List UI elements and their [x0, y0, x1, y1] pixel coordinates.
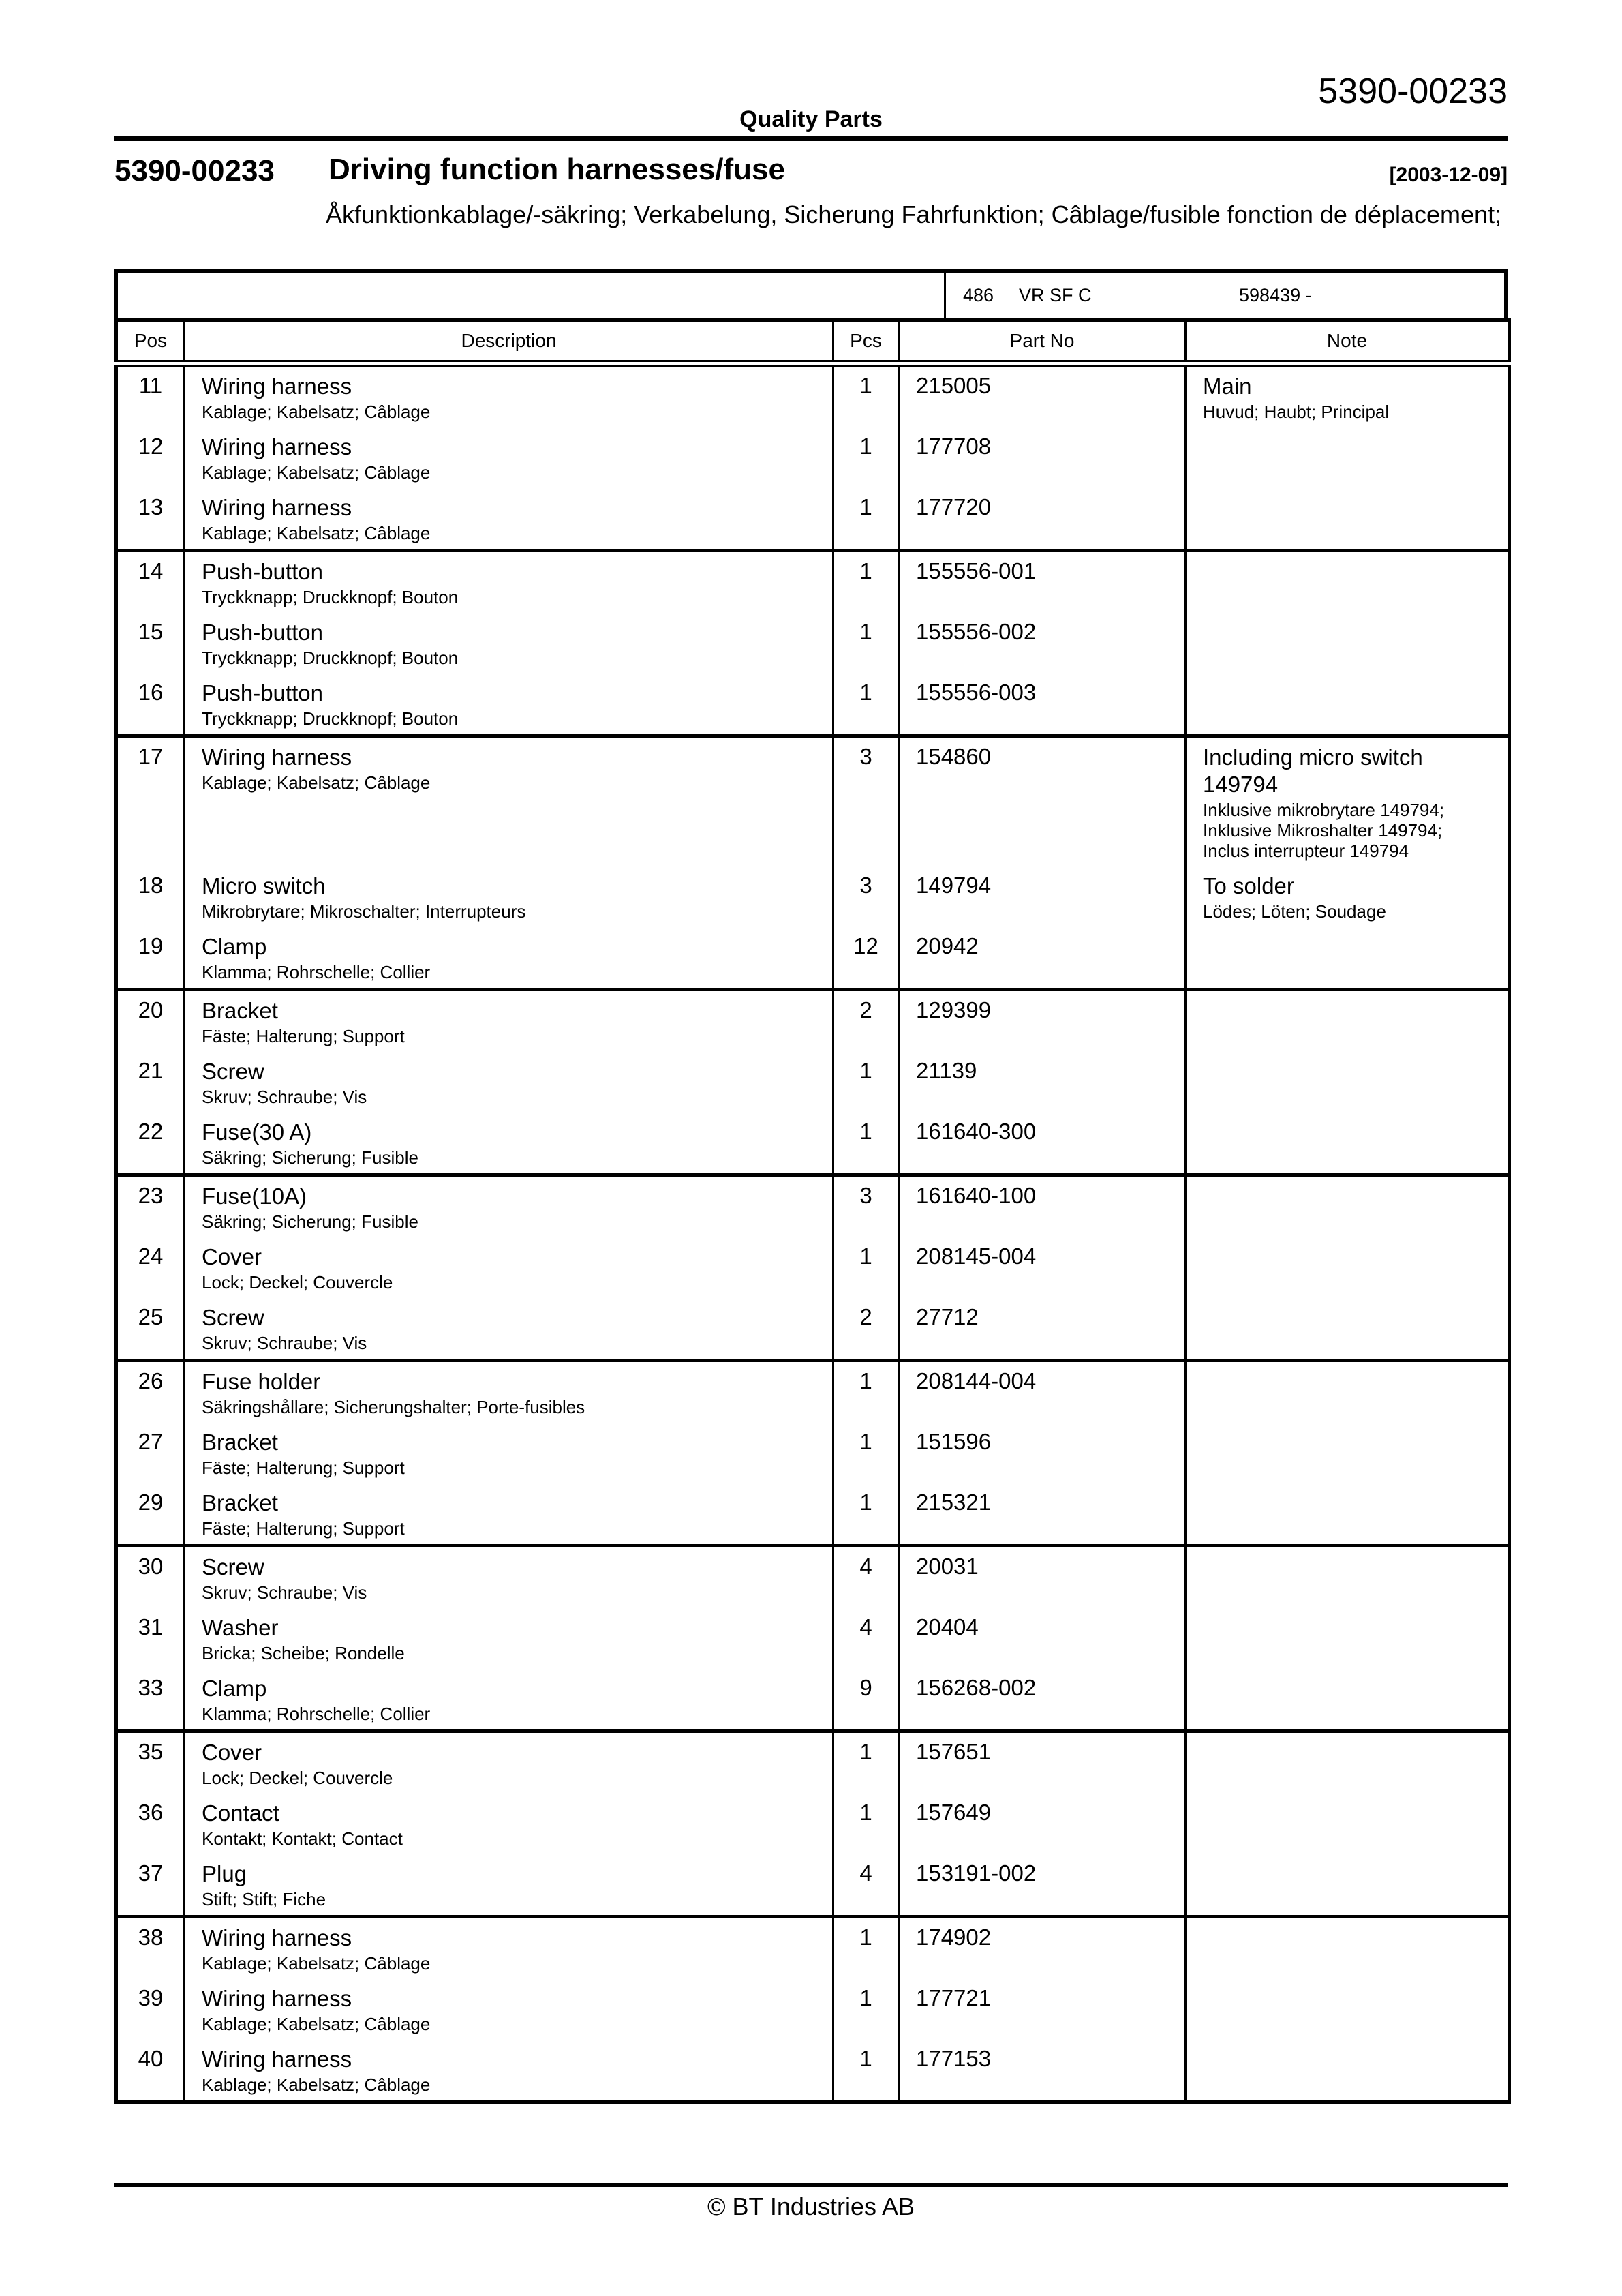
- pos-cell: 11: [117, 363, 185, 427]
- pos-cell: 37: [117, 1854, 185, 1917]
- part-no-cell: 157649: [899, 1794, 1186, 1854]
- note-cell: [1186, 1608, 1510, 1669]
- info-box: [114, 269, 1508, 318]
- pos-cell: 36: [117, 1794, 185, 1854]
- note-sub: [1203, 402, 1497, 422]
- pcs-cell: 1: [833, 427, 899, 488]
- part-no-cell: 156268-002: [899, 1669, 1186, 1732]
- description-sub: Säkringshållare; Sicherungshalter; Porte-fusibles: [202, 1397, 585, 1417]
- part-no-cell: 161640-100: [899, 1175, 1186, 1238]
- pcs-cell: 1: [833, 1483, 899, 1546]
- part-no-cell: 20404: [899, 1608, 1186, 1669]
- pos-cell: 12: [117, 427, 185, 488]
- description-cell: [185, 1113, 833, 1175]
- part-no-cell: 161640-300: [899, 1113, 1186, 1175]
- note-cell: [1186, 927, 1510, 990]
- description-main: Bracket: [202, 1430, 278, 1455]
- description-main: Contact: [202, 1800, 279, 1826]
- description-sub: Bricka; Scheibe; Rondelle: [202, 1643, 405, 1663]
- note-sub-line: Huvud; Haubt; Principal: [1203, 402, 1390, 422]
- pcs-cell: 1: [833, 551, 899, 614]
- pcs-cell: 1: [833, 1237, 899, 1298]
- pcs-cell: 1: [833, 363, 899, 427]
- description-cell: [185, 1546, 833, 1609]
- table-row: [117, 1483, 1510, 1546]
- pcs-cell: 1: [833, 674, 899, 736]
- note-cell: [1186, 1113, 1510, 1175]
- note-sub-line: Inklusive mikrobrytare 149794;: [1203, 800, 1445, 820]
- table-row: [117, 1732, 1510, 1794]
- note-sub-line: Lödes; Löten; Soudage: [1203, 901, 1386, 922]
- pos-cell: 13: [117, 488, 185, 551]
- part-no-cell: 177708: [899, 427, 1186, 488]
- table-row: [117, 674, 1510, 736]
- pos-cell: 27: [117, 1423, 185, 1483]
- note-cell: [1186, 1483, 1510, 1546]
- table-row: [117, 1113, 1510, 1175]
- description-cell: [185, 1794, 833, 1854]
- part-no-cell: 215321: [899, 1483, 1186, 1546]
- col-header-pcs: Pcs: [833, 320, 899, 364]
- description-main: Washer: [202, 1615, 279, 1640]
- description-sub: Tryckknapp; Druckknopf; Bouton: [202, 708, 459, 729]
- description-main: Plug: [202, 1861, 247, 1886]
- pcs-cell: 1: [833, 1794, 899, 1854]
- description-main: Bracket: [202, 1490, 278, 1515]
- part-no-cell: 177720: [899, 488, 1186, 551]
- pcs-cell: 3: [833, 736, 899, 867]
- pos-cell: 25: [117, 1298, 185, 1361]
- description-cell: [185, 866, 833, 927]
- table-row: [117, 427, 1510, 488]
- part-no-cell: 27712: [899, 1298, 1186, 1361]
- table-row: [117, 1361, 1510, 1423]
- description-main: Bracket: [202, 998, 278, 1023]
- header-row: [117, 320, 1510, 364]
- table-row: [117, 1979, 1510, 2040]
- pos-cell: 20: [117, 990, 185, 1053]
- table-row: [117, 1298, 1510, 1361]
- description-main: Micro switch: [202, 873, 326, 898]
- part-no-cell: 151596: [899, 1423, 1186, 1483]
- description-sub: Skruv; Schraube; Vis: [202, 1333, 367, 1353]
- note-cell: [1186, 990, 1510, 1053]
- note-cell: [1186, 1361, 1510, 1423]
- description-sub: Klamma; Rohrschelle; Collier: [202, 962, 431, 982]
- description-cell: [185, 488, 833, 551]
- note-cell: [1186, 1917, 1510, 1980]
- description-sub: Säkring; Sicherung; Fusible: [202, 1147, 418, 1168]
- pcs-cell: 9: [833, 1669, 899, 1732]
- table-row: [117, 1854, 1510, 1917]
- description-main: Push-button: [202, 620, 323, 645]
- pos-cell: 19: [117, 927, 185, 990]
- part-no-cell: 20031: [899, 1546, 1186, 1609]
- description-cell: [185, 551, 833, 614]
- pos-cell: 16: [117, 674, 185, 736]
- title-subtitle: Åkfunktionkablage/-säkring; Verkabelung, Sicherung Fahrfunktion; Câblage/fusible fonction de déplacement;: [326, 200, 1502, 228]
- pcs-cell: 3: [833, 866, 899, 927]
- part-no-cell: 208145-004: [899, 1237, 1186, 1298]
- parts-table-header: [117, 320, 1510, 364]
- description-sub: Fäste; Halterung; Support: [202, 1457, 405, 1478]
- note-cell: [1186, 674, 1510, 736]
- note-main: Main: [1203, 374, 1252, 399]
- pcs-cell: 1: [833, 613, 899, 674]
- description-sub: Kablage; Kabelsatz; Câblage: [202, 1953, 431, 1974]
- description-sub: Fäste; Halterung; Support: [202, 1026, 405, 1046]
- description-cell: [185, 1237, 833, 1298]
- pos-cell: 18: [117, 866, 185, 927]
- part-no-cell: 177721: [899, 1979, 1186, 2040]
- footer-rule: [114, 2183, 1508, 2187]
- note-cell: [1186, 1669, 1510, 1732]
- part-no-cell: 20942: [899, 927, 1186, 990]
- header-rule: [114, 136, 1508, 141]
- note-cell: [1186, 427, 1510, 488]
- page-title: Driving function harnesses/fuse: [328, 153, 785, 186]
- brand-title: Quality Parts: [739, 106, 883, 132]
- description-main: Wiring harness: [202, 374, 352, 399]
- title-date: [2003-12-09]: [1389, 164, 1508, 186]
- description-cell: [185, 1361, 833, 1423]
- description-cell: [185, 1979, 833, 2040]
- note-cell: [1186, 488, 1510, 551]
- description-cell: [185, 1483, 833, 1546]
- table-row: [117, 1237, 1510, 1298]
- description-main: Cover: [202, 1740, 262, 1765]
- title-id: 5390-00233: [114, 154, 275, 187]
- part-no-cell: 157651: [899, 1732, 1186, 1794]
- table-row: [117, 551, 1510, 614]
- description-cell: [185, 1298, 833, 1361]
- pos-cell: 38: [117, 1917, 185, 1980]
- pcs-cell: 1: [833, 488, 899, 551]
- parts-table-body: [117, 363, 1510, 2102]
- description-sub: Fäste; Halterung; Support: [202, 1518, 405, 1539]
- description-sub: Skruv; Schraube; Vis: [202, 1087, 367, 1107]
- part-no-cell: 21139: [899, 1052, 1186, 1113]
- description-cell: [185, 1608, 833, 1669]
- description-cell: [185, 1854, 833, 1917]
- description-main: Fuse(30 A): [202, 1119, 312, 1145]
- table-row: [117, 363, 1510, 427]
- description-sub: Kablage; Kabelsatz; Câblage: [202, 523, 431, 543]
- part-no-cell: 155556-003: [899, 674, 1186, 736]
- note-cell: [1186, 1175, 1510, 1238]
- description-main: Wiring harness: [202, 495, 352, 520]
- table-row: [117, 736, 1510, 867]
- info-model: VR SF C: [1019, 285, 1092, 305]
- description-cell: [185, 1175, 833, 1238]
- description-cell: [185, 927, 833, 990]
- description-cell: [185, 2040, 833, 2102]
- pos-cell: 33: [117, 1669, 185, 1732]
- note-cell: [1186, 551, 1510, 614]
- pcs-cell: 1: [833, 1732, 899, 1794]
- table-row: [117, 1546, 1510, 1609]
- pcs-cell: 1: [833, 1361, 899, 1423]
- pos-cell: 22: [117, 1113, 185, 1175]
- pos-cell: 40: [117, 2040, 185, 2102]
- table-row: [117, 1052, 1510, 1113]
- part-no-cell: 155556-002: [899, 613, 1186, 674]
- pos-cell: 26: [117, 1361, 185, 1423]
- note-cell: [1186, 1979, 1510, 2040]
- info-code: 486: [963, 285, 994, 305]
- description-sub: Stift; Stift; Fiche: [202, 1889, 326, 1909]
- description-main: Fuse holder: [202, 1369, 321, 1394]
- part-no-cell: 215005: [899, 363, 1186, 427]
- note-cell: [1186, 1794, 1510, 1854]
- description-sub: Tryckknapp; Druckknopf; Bouton: [202, 648, 459, 668]
- description-sub: Mikrobrytare; Mikroschalter; Interrupteurs: [202, 901, 526, 922]
- table-row: [117, 488, 1510, 551]
- table-row: [117, 1175, 1510, 1238]
- pcs-cell: 3: [833, 1175, 899, 1238]
- pos-cell: 14: [117, 551, 185, 614]
- table-row: [117, 866, 1510, 927]
- description-sub: Kablage; Kabelsatz; Câblage: [202, 402, 431, 422]
- table-row: [117, 1917, 1510, 1980]
- description-main: Clamp: [202, 1676, 267, 1701]
- description-sub: Kablage; Kabelsatz; Câblage: [202, 2014, 431, 2034]
- pcs-cell: 2: [833, 990, 899, 1053]
- note-main: To solder: [1203, 873, 1294, 898]
- note-cell: [1186, 1854, 1510, 1917]
- note-sub-line: Inclus interrupteur 149794: [1203, 841, 1409, 861]
- note-cell: [1186, 1237, 1510, 1298]
- part-no-cell: 154860: [899, 736, 1186, 867]
- description-main: Wiring harness: [202, 2046, 352, 2072]
- description-main: Push-button: [202, 559, 323, 584]
- description-cell: [185, 1732, 833, 1794]
- pcs-cell: 1: [833, 1917, 899, 1980]
- description-sub: Skruv; Schraube; Vis: [202, 1582, 367, 1603]
- pcs-cell: 4: [833, 1546, 899, 1609]
- description-cell: [185, 613, 833, 674]
- pos-cell: 15: [117, 613, 185, 674]
- parts-table: [114, 318, 1511, 2104]
- description-cell: [185, 990, 833, 1053]
- note-sub: [1203, 800, 1497, 861]
- description-main: Screw: [202, 1305, 264, 1330]
- part-no-cell: 153191-002: [899, 1854, 1186, 1917]
- pos-cell: 24: [117, 1237, 185, 1298]
- note-cell: [1186, 363, 1510, 427]
- description-main: Wiring harness: [202, 1986, 352, 2011]
- pcs-cell: 1: [833, 1979, 899, 2040]
- info-box-divider: [944, 273, 946, 318]
- part-no-cell: 129399: [899, 990, 1186, 1053]
- table-row: [117, 1608, 1510, 1669]
- table-row: [117, 927, 1510, 990]
- note-cell: [1186, 2040, 1510, 2102]
- table-row: [117, 1423, 1510, 1483]
- description-sub: Kontakt; Kontakt; Contact: [202, 1828, 403, 1849]
- col-header-note: Note: [1186, 320, 1510, 364]
- note-cell: [1186, 613, 1510, 674]
- table-row: [117, 2040, 1510, 2102]
- note-cell: [1186, 1423, 1510, 1483]
- description-main: Clamp: [202, 934, 267, 959]
- table-row: [117, 1669, 1510, 1732]
- description-main: Fuse(10A): [202, 1183, 307, 1209]
- part-no-cell: 208144-004: [899, 1361, 1186, 1423]
- description-sub: Kablage; Kabelsatz; Câblage: [202, 462, 431, 483]
- note-sub-line: Inklusive Mikroshalter 149794;: [1203, 820, 1443, 841]
- pos-cell: 35: [117, 1732, 185, 1794]
- pos-cell: 23: [117, 1175, 185, 1238]
- description-cell: [185, 674, 833, 736]
- pos-cell: 17: [117, 736, 185, 867]
- part-no-cell: 174902: [899, 1917, 1186, 1980]
- pos-cell: 39: [117, 1979, 185, 2040]
- description-main: Cover: [202, 1244, 262, 1269]
- col-header-description: Description: [185, 320, 833, 364]
- part-no-cell: 177153: [899, 2040, 1186, 2102]
- pcs-cell: 1: [833, 1052, 899, 1113]
- pos-cell: 21: [117, 1052, 185, 1113]
- pcs-cell: 1: [833, 1423, 899, 1483]
- description-sub: Lock; Deckel; Couvercle: [202, 1768, 393, 1788]
- part-no-cell: 149794: [899, 866, 1186, 927]
- pcs-cell: 12: [833, 927, 899, 990]
- table-row: [117, 990, 1510, 1053]
- description-sub: Tryckknapp; Druckknopf; Bouton: [202, 587, 459, 607]
- pcs-cell: 4: [833, 1608, 899, 1669]
- page-doc-number: 5390-00233: [1318, 72, 1508, 111]
- description-sub: Kablage; Kabelsatz; Câblage: [202, 2074, 431, 2095]
- pcs-cell: 4: [833, 1854, 899, 1917]
- description-cell: [185, 1669, 833, 1732]
- description-main: Wiring harness: [202, 744, 352, 770]
- pos-cell: 30: [117, 1546, 185, 1609]
- description-main: Wiring harness: [202, 1925, 352, 1950]
- description-cell: [185, 1052, 833, 1113]
- pos-cell: 29: [117, 1483, 185, 1546]
- note-cell: [1186, 1546, 1510, 1609]
- footer-copyright: © BT Industries AB: [707, 2192, 915, 2220]
- pcs-cell: 2: [833, 1298, 899, 1361]
- description-cell: [185, 363, 833, 427]
- note-sub: [1203, 901, 1497, 922]
- pcs-cell: 1: [833, 1113, 899, 1175]
- note-cell: [1186, 1298, 1510, 1361]
- info-serial-range: 598439 -: [1239, 285, 1312, 305]
- note-cell: [1186, 866, 1510, 927]
- col-header-part-no: Part No: [899, 320, 1186, 364]
- description-cell: [185, 1423, 833, 1483]
- description-sub: Kablage; Kabelsatz; Câblage: [202, 772, 431, 793]
- note-cell: [1186, 736, 1510, 867]
- pcs-cell: 1: [833, 2040, 899, 2102]
- table-row: [117, 613, 1510, 674]
- description-main: Screw: [202, 1554, 264, 1580]
- table-row: [117, 1794, 1510, 1854]
- description-main: Wiring harness: [202, 434, 352, 459]
- description-cell: [185, 736, 833, 867]
- note-cell: [1186, 1052, 1510, 1113]
- description-sub: Säkring; Sicherung; Fusible: [202, 1211, 418, 1232]
- description-sub: Klamma; Rohrschelle; Collier: [202, 1704, 431, 1724]
- col-header-pos: Pos: [117, 320, 185, 364]
- pos-cell: 31: [117, 1608, 185, 1669]
- description-main: Screw: [202, 1059, 264, 1084]
- description-cell: [185, 427, 833, 488]
- description-main: Push-button: [202, 680, 323, 706]
- note-main: Including micro switch 149794: [1203, 744, 1423, 797]
- part-no-cell: 155556-001: [899, 551, 1186, 614]
- note-cell: [1186, 1732, 1510, 1794]
- description-sub: Lock; Deckel; Couvercle: [202, 1272, 393, 1293]
- description-cell: [185, 1917, 833, 1980]
